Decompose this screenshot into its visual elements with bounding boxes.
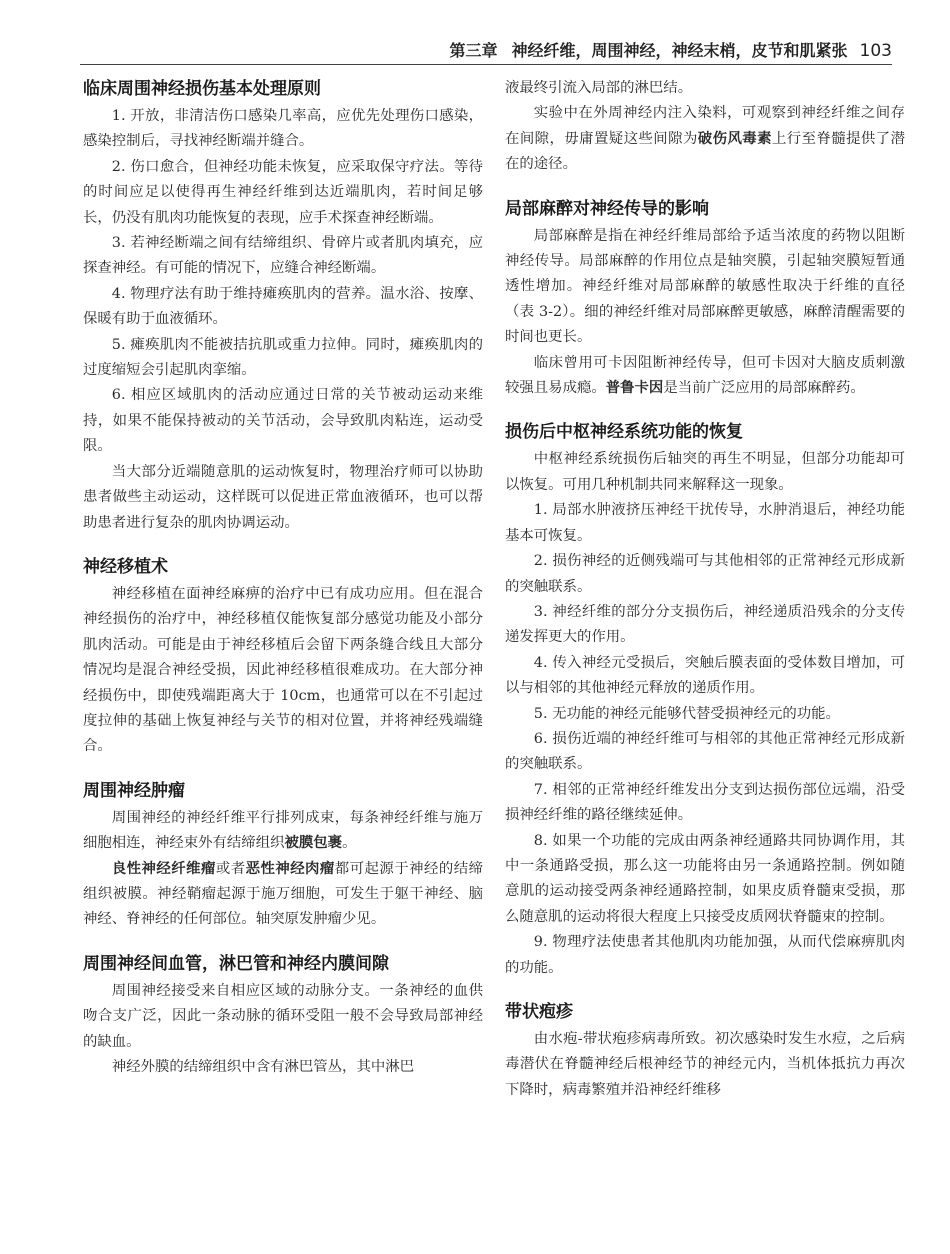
paragraph: 1. 局部水肿液挤压神经干扰传导，水肿消退后，神经功能基本可恢复。	[505, 502, 905, 544]
paragraph: 临床曾用可卡因阻断神经传导，但可卡因对大脑皮质刺激较强且易成瘾。普鲁卡因是当前广泛应用的局部麻醉药。	[505, 354, 905, 397]
paragraph: 中枢神经系统损伤后轴突的再生不明显，但部分功能却可以恢复。可用几种机制共同来解释这一现象。	[505, 451, 905, 493]
section-title-cns-recovery: 损伤后中枢神经系统功能的恢复	[505, 422, 743, 443]
page-number: 103	[859, 41, 892, 61]
paragraph: 3. 神经纤维的部分分支损伤后，神经递质沿残余的分支传递发挥更大的作用。	[505, 603, 905, 646]
paragraph: 周围神经接受来自相应区域的动脉分支。一条神经的血供吻合支广泛，因此一条动脉的循环受阻一般不会导致局部神经的缺血。	[83, 982, 483, 1050]
paragraph: 4. 传入神经元受损后，突触后膜表面的受体数目增加，可以与相邻的其他神经元释放的递质作用。	[505, 654, 905, 697]
paragraph: 5. 瘫痪肌肉不能被拮抗肌或重力拉伸。同时，瘫痪肌肉的过度缩短会引起肌肉挛缩。	[83, 336, 483, 379]
paragraph-continued: 液最终引流入局部的淋巴结。	[505, 80, 693, 96]
paragraph: 8. 如果一个功能的完成由两条神经通路共同协调作用，其中一条通路受损，那么这一功能将由另一条通路控制。例如随意肌的运动接受两条神经通路控制，如果皮质脊髓束受损，那么随意肌的运动将很大程度上只接受皮质网状脊髓束的控制。	[505, 832, 905, 925]
paragraph: 1. 开放，非清洁伤口感染几率高，应优先处理伤口感染，感染控制后，寻找神经断端并缝合。	[83, 108, 483, 150]
paragraph: 神经外膜的结缔组织中含有淋巴管丛，其中淋巴	[111, 1059, 415, 1075]
section-title-nerve-tumors: 周围神经肿瘤	[83, 780, 185, 801]
section-title-nerve-graft: 神经移植术	[83, 556, 168, 577]
right-column	[505, 76, 905, 1103]
paragraph: 9. 物理疗法使患者其他肌肉功能加强，从而代偿麻痹肌肉的功能。	[505, 934, 905, 976]
bold-term: 被膜包裹	[284, 835, 343, 852]
paragraph: 6. 损伤近端的神经纤维可与相邻的其他正常神经元形成新的突触联系。	[505, 730, 905, 773]
paragraph: 神经移植在面神经麻痹的治疗中已有成功应用。但在混合神经损伤的治疗中，神经移植仅能恢复部分感觉功能及小部分肌肉活动。可能是由于神经移植后会留下两条缝合线且大部分情况均是混合神经受损，因此神经移植很难成功。在大部分神经损伤中，即使残端距离大于 10cm，也通常可以在不引起过度拉伸的基础上恢复神经与关节的相对位置，并将神经残端缝合。	[83, 585, 483, 755]
paragraph: 6. 相应区域肌肉的活动应通过日常的关节被动运动来维持，如果不能保持被动的关节活动，会导致肌肉粘连，运动受限。	[83, 387, 483, 455]
paragraph: 周围神经的神经纤维平行排列成束，每条神经纤维与施万细胞相连，神经束外有结缔组织被膜包裹。	[83, 809, 483, 852]
bold-term: 良性神经纤维瘤	[111, 860, 216, 877]
chapter-title: 神经纤维，周围神经，神经末梢，皮节和肌紧张	[511, 41, 848, 60]
running-header	[80, 38, 892, 65]
chapter-label: 第三章	[449, 41, 498, 60]
paragraph: 2. 损伤神经的近侧残端可与其他相邻的正常神经元形成新的突触联系。	[505, 553, 905, 595]
paragraph: 良性神经纤维瘤或者恶性神经肉瘤都可起源于神经的结缔组织被膜。神经鞘瘤起源于施万细胞，可发生于躯干神经、脑神经、脊神经的任何部位。轴突原发肿瘤少见。	[83, 860, 483, 928]
paragraph: 实验中在外周神经内注入染料，可观察到神经纤维之间存在间隙，毋庸置疑这些间隙为破伤风毒素上行至脊髓提供了潜在的途径。	[505, 105, 905, 173]
section-title-local-anesthesia: 局部麻醉对神经传导的影响	[505, 198, 709, 219]
paragraph: 局部麻醉是指在神经纤维局部给予适当浓度的药物以阻断神经传导。局部麻醉的作用位点是轴突膜，引起轴突膜短暂通透性增加。神经纤维对局部麻醉的敏感性取决于纤维的直径（表 3-2）。细的神经纤维对局部麻醉更敏感，麻醉清醒需要的时间也更长。	[505, 227, 905, 346]
paragraph: 5. 无功能的神经元能够代替受损神经元的功能。	[533, 705, 840, 722]
paragraph: 由水疱-带状疱疹病毒所致。初次感染时发生水痘，之后病毒潜伏在脊髓神经后根神经节的神经元内，当机体抵抗力再次下降时，病毒繁殖并沿神经纤维移	[505, 1031, 905, 1098]
section-title-vessels-lymph: 周围神经间血管，淋巴管和神经内膜间隙	[83, 953, 389, 974]
bold-term: 恶性神经肉瘤	[245, 860, 335, 877]
section-title-basic-principles: 临床周围神经损伤基本处理原则	[83, 79, 321, 99]
bold-term: 普鲁卡因	[605, 380, 664, 397]
paragraph: 3. 若神经断端之间有结缔组织、骨碎片或者肌肉填充，应探查神经。有可能的情况下，应缝合神经断端。	[83, 235, 483, 277]
bold-term: 破伤风毒素	[697, 130, 772, 147]
left-column	[83, 76, 483, 1080]
paragraph: 2. 伤口愈合，但神经功能未恢复，应采取保守疗法。等待的时间应足以使得再生神经纤维到达近端肌肉，若时间足够长，仍没有肌肉功能恢复的表现，应手术探查神经断端。	[83, 158, 483, 226]
paragraph: 当大部分近端随意肌的运动恢复时，物理治疗师可以协助患者做些主动运动，这样既可以促进正常血液循环，也可以帮助患者进行复杂的肌肉协调运动。	[83, 463, 483, 531]
section-title-herpes-zoster: 带状疱疹	[505, 1002, 573, 1022]
paragraph: 4. 物理疗法有助于维持瘫痪肌肉的营养。温水浴、按摩、保暖有助于血液循环。	[83, 285, 483, 328]
paragraph: 7. 相邻的正常神经纤维发出分支到达损伤部位远端，沿受损神经纤维的路径继续延伸。	[505, 781, 905, 824]
